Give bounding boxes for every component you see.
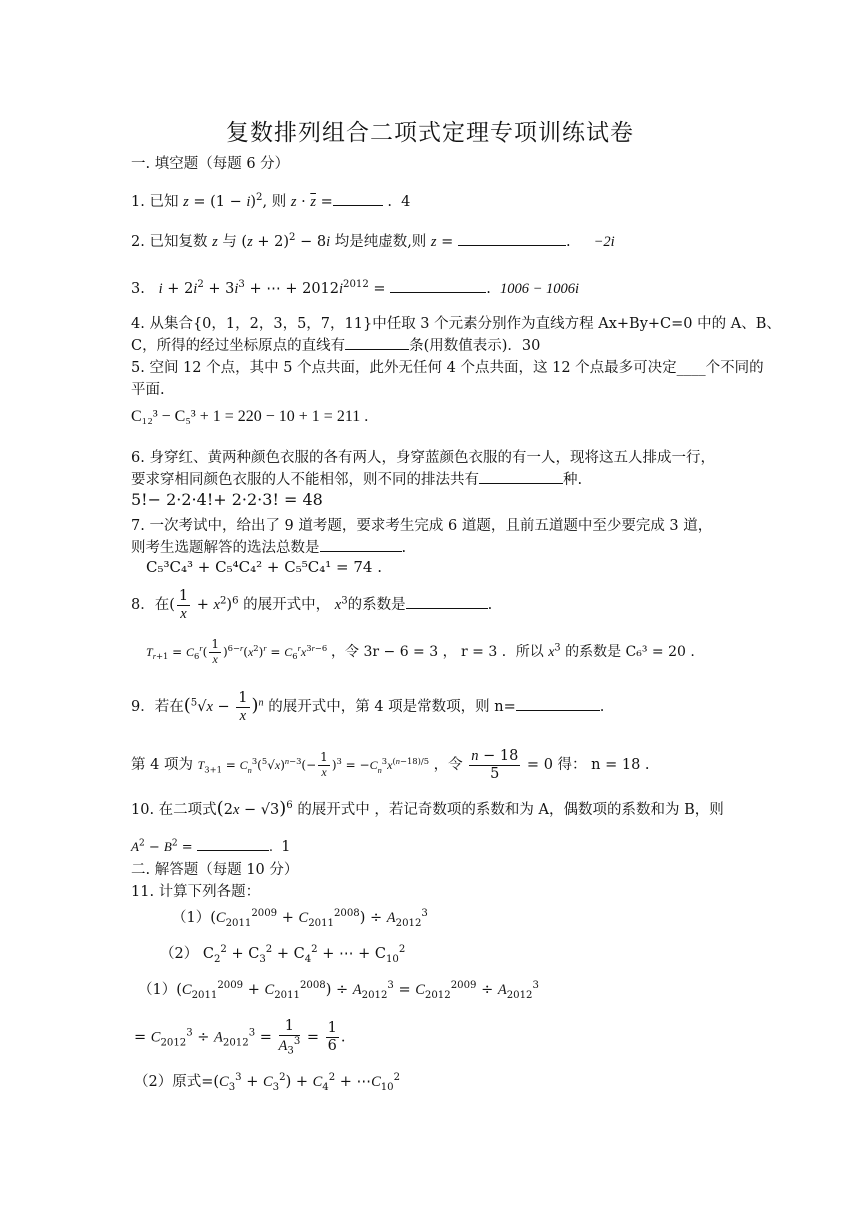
question-7-line-2: 则考生选题解答的选法总数是 . xyxy=(131,536,406,557)
answer-blank xyxy=(406,594,488,609)
answer-blank xyxy=(390,278,486,293)
question-11-solution-2: = $C_{2012}^3 \div A_{2012}^3$ = $\frac{1}{A_3^3}$ = $\frac{1}{6}$ . xyxy=(134,1018,346,1057)
question-6-line-2: 要求穿相同颜色衣服的人不能相邻，则不同的排法共有 种. xyxy=(131,468,582,489)
question-11-part-2: （2） $C_2^2 + C_3^2 + C_4^2$ + ⋯ + $C_{10}^2$ xyxy=(160,944,406,965)
question-10: 10. 在二项式$(2x - √3)^6$ 的展开式中 ，若记奇数项的系数和为 A，偶数项的系数和为 B，则 xyxy=(131,798,724,819)
question-11-title: 11. 计算下列各题： xyxy=(131,884,261,900)
answer-blank xyxy=(516,696,600,711)
question-4-line-1: 4. 从集合{0，1，2，3，5，7，11}中任取 3 个元素分别作为直线方程 Ax+By+C=0 中的 A、B、 xyxy=(131,316,781,332)
question-10-answer-line: $A^2 - B^2$ = . 1 xyxy=(131,836,290,855)
question-9-solution: 第 4 项为 $T_{3+1} = C_n^3(^5√x)^{n-3}(-$ $\frac{1}{x}$ )$^3 = -C_n^3x^{(n-18)/5}$ ，令 $\frac{n - 18}{5}$ = 0 得： n = 18 . xyxy=(131,748,650,782)
question-9: 9．若在($^5$√x − $\frac{1}{x}$ )$^n$ 的展开式中，第 4 项是常数项，则 n= . xyxy=(131,690,605,724)
answer-blank xyxy=(333,191,383,206)
question-3: 3. $i + 2i^2 + 3i^3$ + ⋯ + $2012i^{2012}$ = . 1006 − 1006i xyxy=(131,279,580,297)
section-fill-in: 一. 填空题（每题 6 分） xyxy=(131,156,290,172)
question-8-solution: $T_{r+1} = C_6^r$( $\frac{1}{x}$ )$^{6-r}(x^2)^r = C_6^rx^{3r-6}$ ，令 3r − 6 = 3 ， r = 3 ．所以 $x^3$ 的系数是 C₆³ = 20 . xyxy=(146,637,695,666)
answer-blank xyxy=(458,231,566,246)
section-solutions: 二. 解答题（每题 10 分） xyxy=(131,862,299,878)
question-11-solution-3: （2）原式$=(C_3^3 + C_3^2) + C_4^2$ + $\cdots C_{10}^2$ xyxy=(134,1072,401,1093)
question-6-solution: 5!− 2·2·4!+ 2·2·3! = 48 xyxy=(131,490,323,509)
answer-text: 1006 − 1006i xyxy=(500,281,580,297)
answer-blank xyxy=(320,537,402,552)
question-2: 2. 已知复数 z 与 $(z + 2)^2 - 8i$ 均是纯虚数,则 z = . −2i xyxy=(131,232,615,250)
answer-blank xyxy=(345,335,409,350)
question-5-solution: C₁₂³ − C₅³ + 1 = 220 − 10 + 1 = 211 . xyxy=(131,408,369,425)
answer-text: 4 xyxy=(401,194,411,210)
question-1: 1. 已知 $z = (1 - i)^2$, 则 $z \cdot \overline{z}$ = . 4 xyxy=(131,192,411,210)
answer-text: 1 xyxy=(281,839,291,855)
answer-blank xyxy=(197,836,269,851)
question-11-solution-1: $(1)(C_{2011}^{2009} + C_{2011}^{2008}) \div A_{2012}^3 = C_{2012}^{2009} \div A_{2012}^3$ xyxy=(138,980,539,1001)
question-6-line-1: 6. 身穿红、黄两种颜色衣服的各有两人，身穿蓝颜色衣服的有一人，现将这五人排成一行， xyxy=(131,450,715,466)
page-title: 复数排列组合二项式定理专项训练试卷 xyxy=(226,120,634,146)
answer-blank xyxy=(479,469,563,484)
question-7-line-1: 7. 一次考试中，给出了 9 道考题，要求考生完成 6 道题，且前五道题中至少要完成 3 道， xyxy=(131,518,713,534)
question-7-solution: C₅³C₄³ + C₅⁴C₄² + C₅⁵C₄¹ = 74 . xyxy=(146,558,382,576)
question-5-line-2: 平面. xyxy=(131,382,165,398)
answer-text: −2i xyxy=(593,234,615,250)
question-5-line-1: 5. 空间 12 个点，其中 5 个点共面，此外无任何 4 个点共面，这 12 个点最多可决定____个不同的 xyxy=(131,360,764,376)
question-4-line-2: C，所得的经过坐标原点的直线有 条(用数值表示)．30 xyxy=(131,334,540,355)
question-8: 8．在( $\frac{1}{x}$ + $x^2)^6$ 的展开式中， $x^3$的系数是 . xyxy=(131,588,493,622)
question-11-part-1: $(1)(C_{2011}^{2009} + C_{2011}^{2008}) \div A_{2012}^3$ xyxy=(172,908,428,929)
